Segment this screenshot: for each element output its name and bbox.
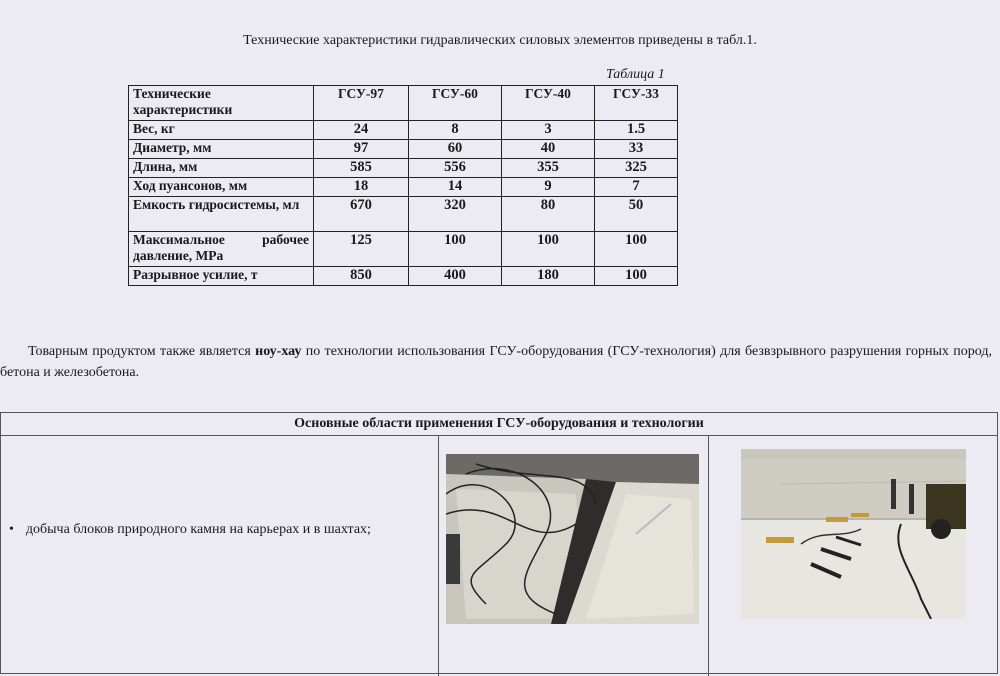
table-caption: Таблица 1 — [606, 67, 665, 82]
table-row — [129, 197, 678, 232]
table-cell: 80 — [502, 197, 595, 232]
table-row — [129, 140, 678, 159]
header-cell: ГСУ-60 — [409, 86, 502, 121]
table-cell: 850 — [314, 267, 409, 286]
table-cell: 1.5 — [595, 121, 678, 140]
row-label: Ход пуансонов, мм — [129, 178, 314, 197]
table-cell: 14 — [409, 178, 502, 197]
applications-table — [0, 412, 998, 674]
table-cell: 97 — [314, 140, 409, 159]
bullet-dot-icon: • — [9, 522, 14, 537]
row-label: Емкость гидросистемы, мл — [129, 197, 314, 232]
quarry-site-photo — [741, 449, 966, 619]
table-row — [129, 178, 678, 197]
paragraph-text-end: по технологии использования ГСУ-оборудования (ГСУ-технология) для безвзрывного разрушения горных пород, бетона и железобетона. — [0, 344, 992, 380]
table-cell: 100 — [502, 232, 595, 267]
table-cell: 100 — [595, 267, 678, 286]
applications-text-cell — [1, 436, 439, 676]
applications-photo-cell — [708, 436, 997, 676]
table-row — [129, 159, 678, 178]
table-cell: 180 — [502, 267, 595, 286]
row-label: Разрывное усилие, т — [129, 267, 314, 286]
table-row — [129, 267, 678, 286]
table-cell: 3 — [502, 121, 595, 140]
table-header-row — [129, 86, 678, 121]
quarry-block-photo — [446, 454, 699, 624]
intro-text: Технические характеристики гидравлических силовых элементов приведены в табл.1. — [243, 33, 757, 48]
table-cell: 40 — [502, 140, 595, 159]
table-cell: 8 — [409, 121, 502, 140]
table-cell: 9 — [502, 178, 595, 197]
know-how-paragraph — [0, 341, 992, 383]
table-cell: 50 — [595, 197, 678, 232]
bullet-text: добыча блоков природного камня на карьерах и в шахтах; — [25, 522, 371, 537]
table-row — [129, 121, 678, 140]
specs-table — [128, 85, 678, 286]
applications-photo-cell — [438, 436, 709, 676]
row-label: Вес, кг — [129, 121, 314, 140]
table-cell: 320 — [409, 197, 502, 232]
table-cell: 100 — [595, 232, 678, 267]
table-cell: 355 — [502, 159, 595, 178]
table-cell: 125 — [314, 232, 409, 267]
applications-bullet-item — [9, 522, 371, 538]
table-cell: 7 — [595, 178, 678, 197]
table-cell: 556 — [409, 159, 502, 178]
table-cell: 400 — [409, 267, 502, 286]
table-row — [129, 232, 678, 267]
table-cell: 585 — [314, 159, 409, 178]
header-cell: Технические характеристики — [129, 86, 314, 121]
table-cell: 100 — [409, 232, 502, 267]
header-cell: ГСУ-40 — [502, 86, 595, 121]
paragraph-bold-term: ноу-хау — [255, 344, 302, 359]
table-cell: 18 — [314, 178, 409, 197]
table-cell: 33 — [595, 140, 678, 159]
header-cell: ГСУ-97 — [314, 86, 409, 121]
applications-title: Основные области применения ГСУ-оборудования и технологии — [1, 413, 997, 436]
header-cell: ГСУ-33 — [595, 86, 678, 121]
paragraph-text-start: Товарным продуктом также является — [28, 344, 256, 359]
row-label: Максимальное рабочее давление, МРа — [129, 232, 314, 267]
row-label: Диаметр, мм — [129, 140, 314, 159]
table-cell: 24 — [314, 121, 409, 140]
applications-row — [1, 436, 997, 676]
table-cell: 60 — [409, 140, 502, 159]
row-label: Длина, мм — [129, 159, 314, 178]
table-cell: 670 — [314, 197, 409, 232]
table-cell: 325 — [595, 159, 678, 178]
